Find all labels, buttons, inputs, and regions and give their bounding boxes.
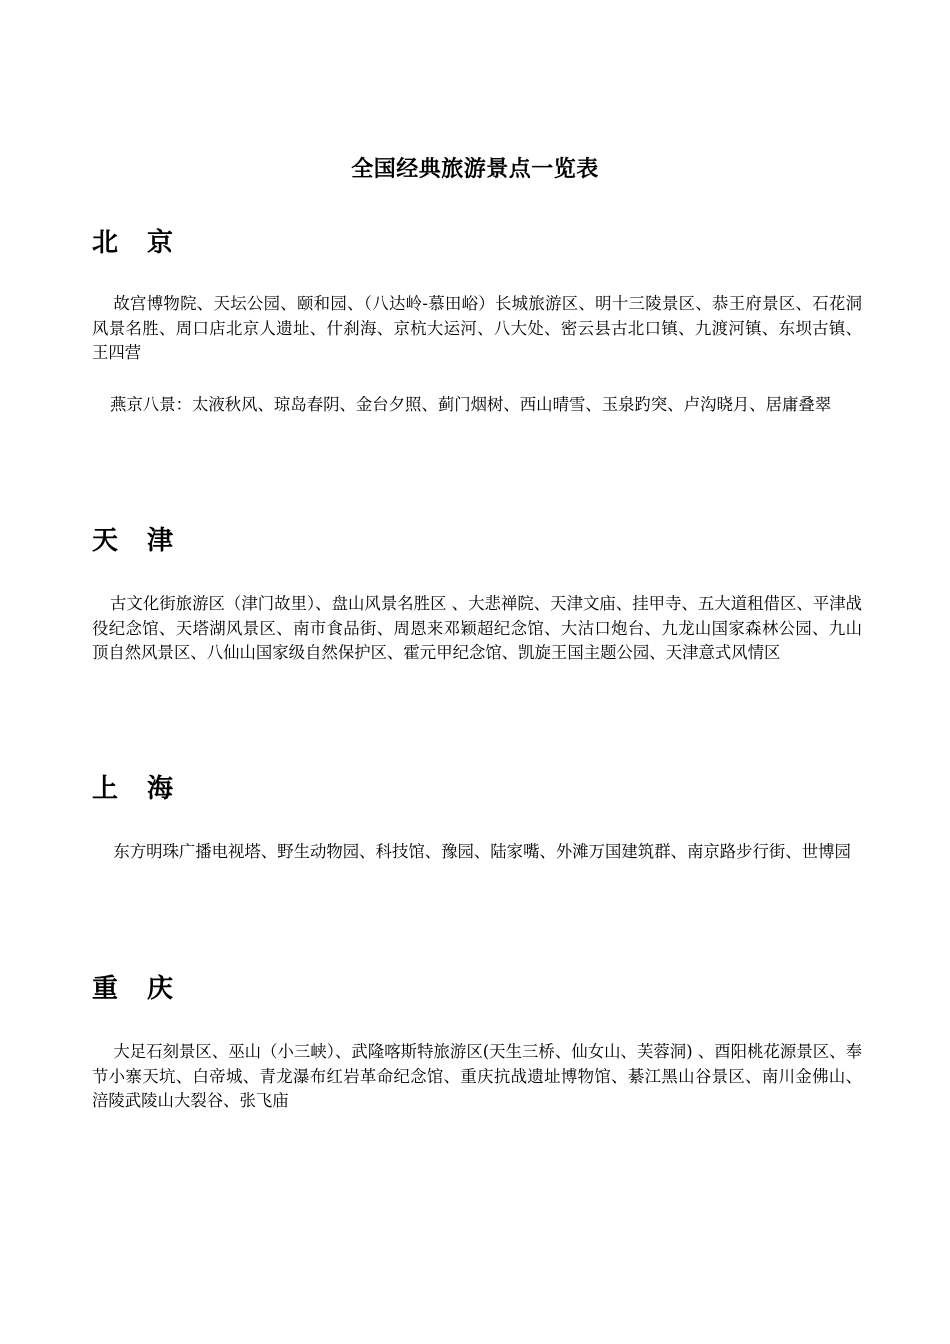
section-heading-shanghai: 上 海 (92, 774, 184, 804)
document-title: 全国经典旅游景点一览表 (351, 156, 599, 182)
section-paragraph-beijing-attractions: 故宫博物院、天坛公园、颐和园、（八达岭-慕田峪）长城旅游区、明十三陵景区、恭王府景区、石花洞风景名胜、周口店北京人遗址、什刹海、京杭大运河、八大处、密云县古北口镇、九渡河镇、东坝古镇、王四营 (92, 294, 862, 362)
section-paragraph-shanghai-attractions: 东方明珠广播电视塔、野生动物园、科技馆、豫园、陆家嘴、外滩万国建筑群、南京路步行街、世博园 (113, 842, 851, 861)
section-paragraph-beijing-eight-views: 燕京八景：太液秋风、琼岛春阴、金台夕照、蓟门烟树、西山晴雪、玉泉趵突、卢沟晓月、居庸叠翠 (110, 395, 832, 414)
section-heading-tianjin: 天 津 (92, 526, 184, 556)
section-paragraph-tianjin-attractions: 古文化街旅游区（津门故里）、盘山风景名胜区 、大悲禅院、天津文庙、挂甲寺、五大道租借区、平津战役纪念馆、天塔湖风景区、南市食品街、周恩来邓颖超纪念馆、大沽口炮台、九龙山国家森林公园、九山顶自然风景区、八仙山国家级自然保护区、霍元甲纪念馆、凯旋王国主题公园、天津意式风情区 (92, 594, 862, 662)
section-paragraph-chongqing-attractions: 大足石刻景区、巫山（小三峡）、武隆喀斯特旅游区(天生三桥、仙女山、芙蓉洞) 、酉阳桃花源景区、奉节小寨天坑、白帝城、青龙瀑布红岩革命纪念馆、重庆抗战遗址博物馆、綦江黑山谷景区、南川金佛山、涪陵武陵山大裂谷、张飞庙 (92, 1042, 862, 1110)
section-heading-chongqing: 重 庆 (92, 974, 184, 1004)
section-heading-beijing: 北 京 (92, 228, 184, 258)
